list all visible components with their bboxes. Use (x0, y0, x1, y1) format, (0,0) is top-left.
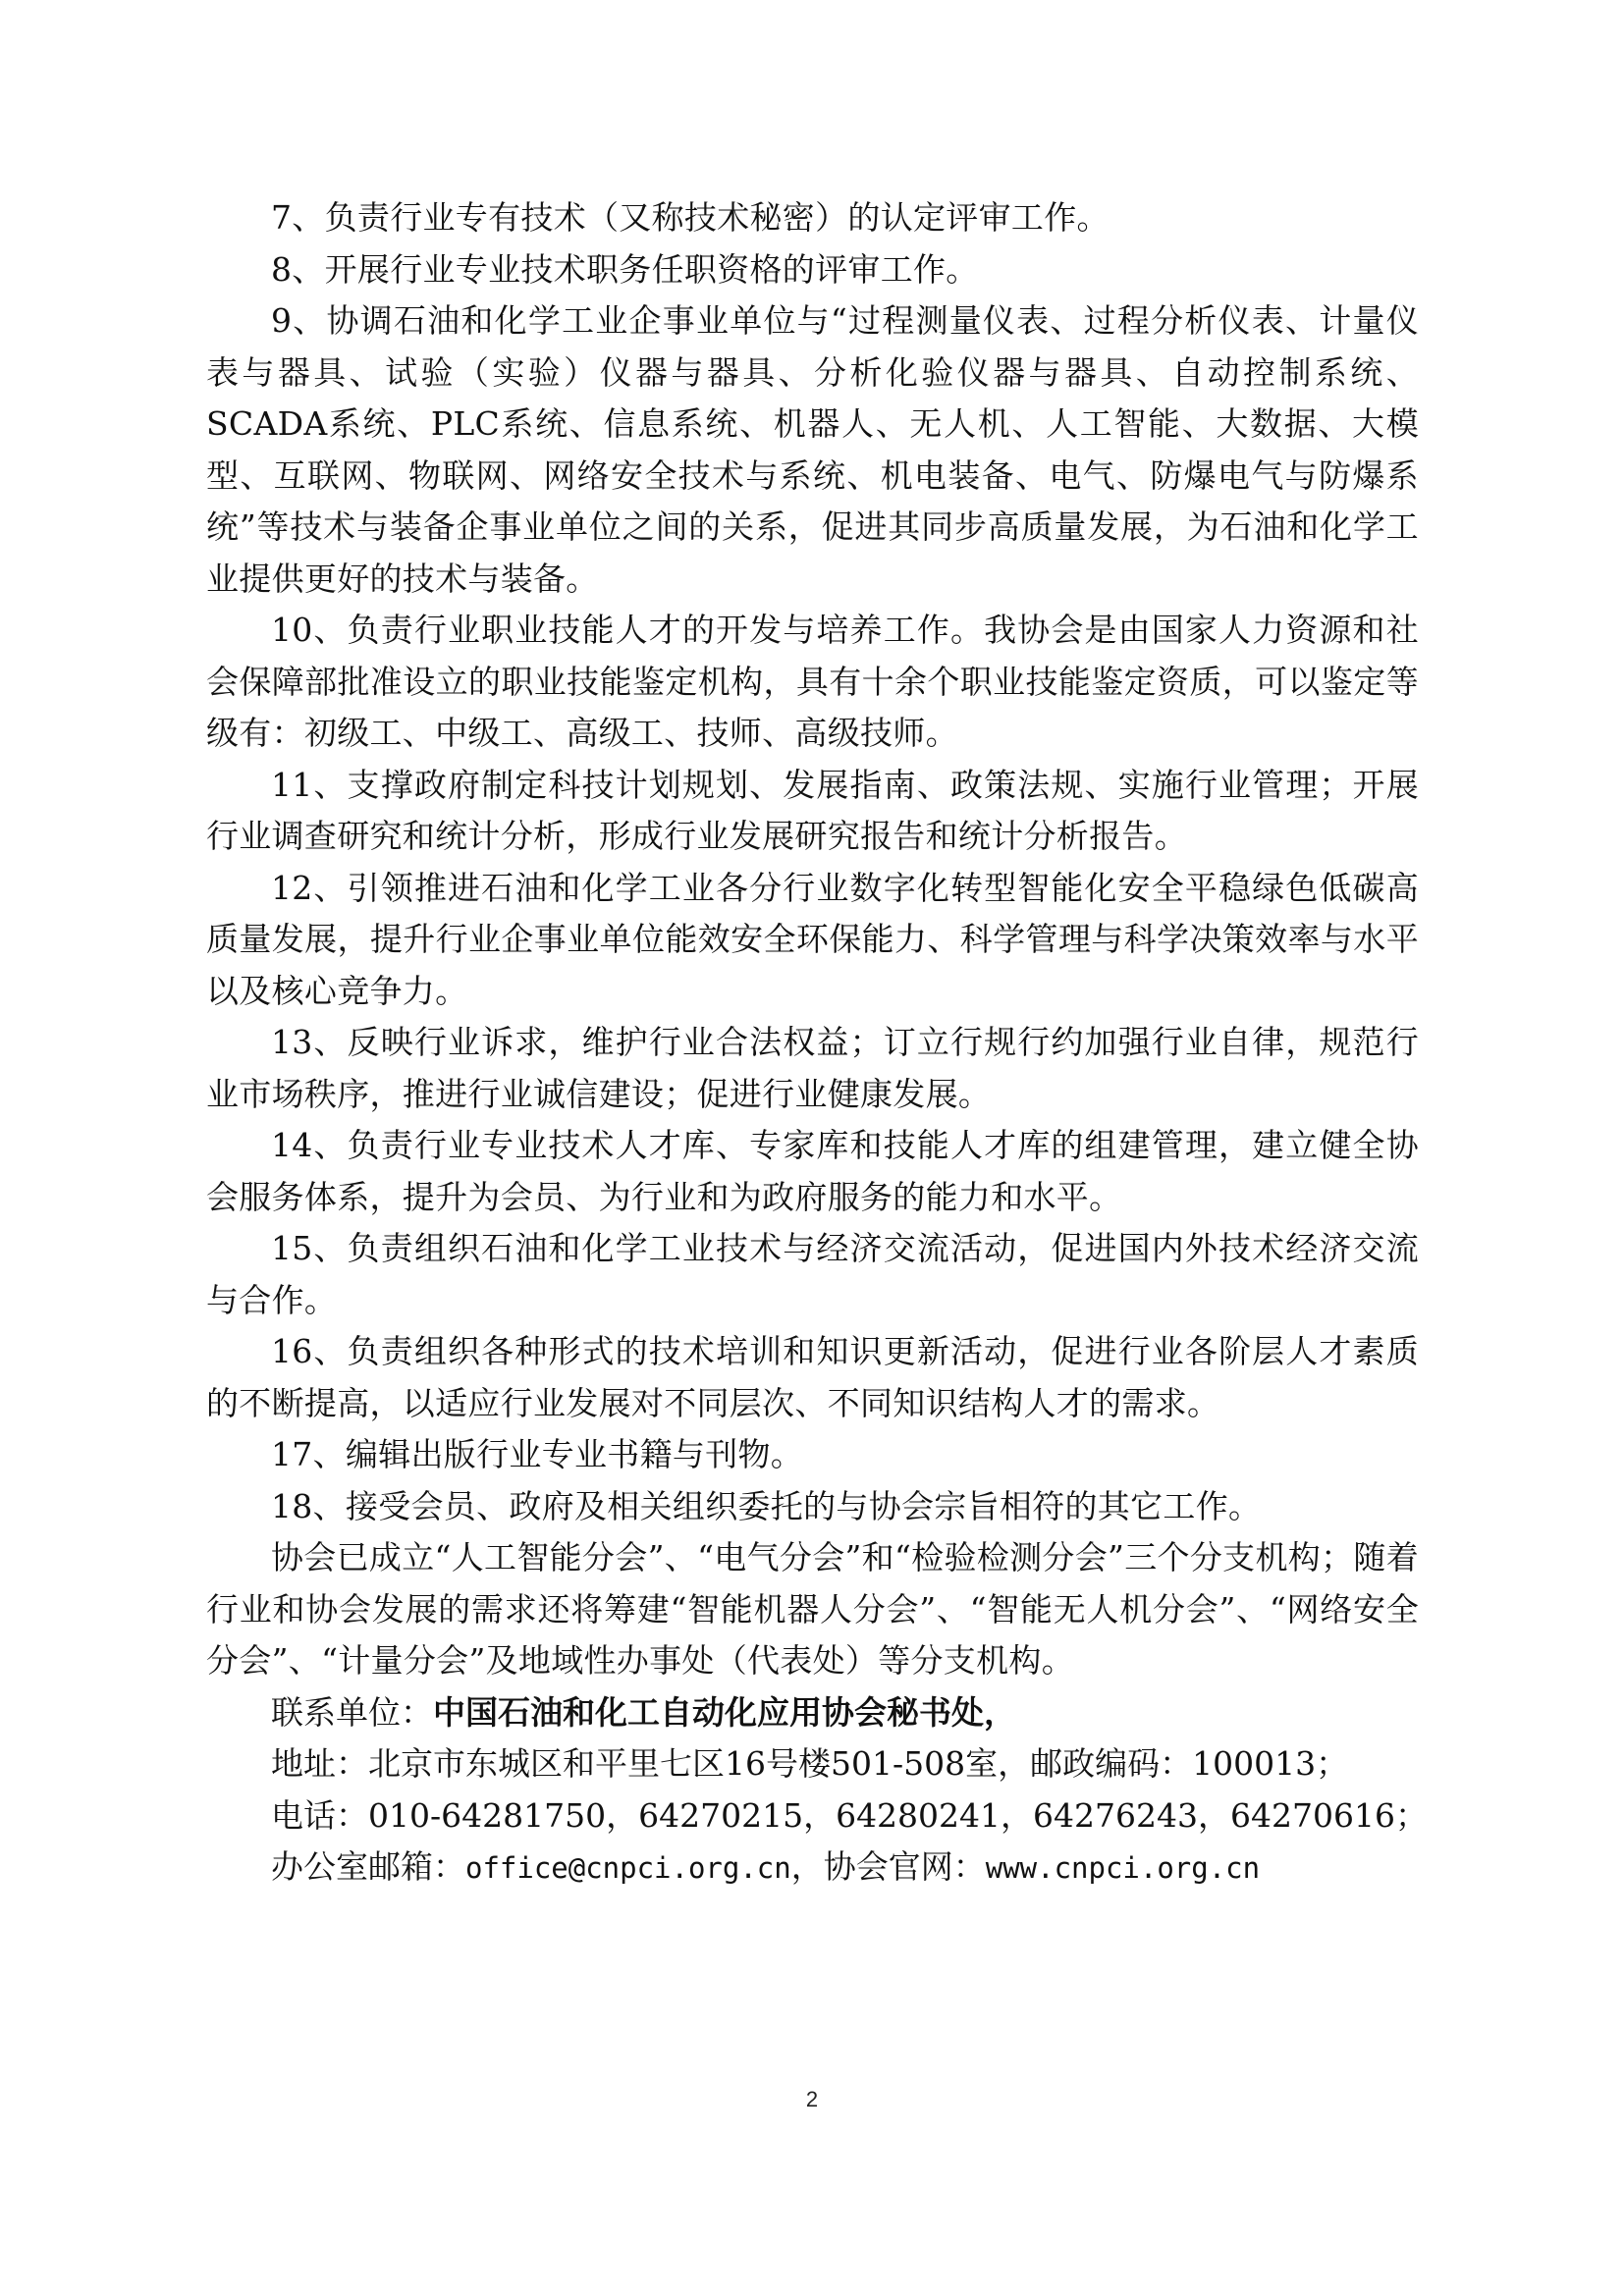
contact-email-label: 办公室邮箱： (271, 1847, 465, 1886)
contact-email-line (206, 1842, 1419, 1895)
contact-unit-label: 联系单位： (271, 1692, 433, 1732)
contact-unit-line (206, 1687, 1419, 1739)
item-15: 15、负责组织石油和化学工业技术与经济交流活动，促进国内外技术经济交流与合作。 (206, 1229, 1419, 1319)
item-13: 13、反映行业诉求，维护行业合法权益；订立行规行约加强行业自律，规范行业市场秩序，推进行业诚信建设；促进行业健康发展。 (206, 1023, 1419, 1113)
contact-phone-value: 010-64281750，64270215，64280241，64276243，64270616； (368, 1795, 1428, 1835)
contact-address-value: 北京市东城区和平里七区16号楼501-508室，邮政编码：100013； (368, 1744, 1349, 1783)
document-body (206, 192, 1428, 1895)
page-number: 2 (805, 2087, 819, 2111)
contact-phone-label: 电话： (271, 1795, 368, 1835)
item-11: 11、支撑政府制定科技计划规划、发展指南、政策法规、实施行业管理；开展行业调查研究和统计分析，形成行业发展研究报告和统计分析报告。 (206, 765, 1419, 855)
item-8: 8、开展行业专业技术职务任职资格的评审工作。 (271, 249, 979, 289)
contact-phone-line (206, 1790, 1428, 1842)
contact-address-label: 地址： (271, 1744, 368, 1783)
item-16: 16、负责组织各种形式的技术培训和知识更新活动，促进行业各阶层人才素质的不断提高，以适应行业发展对不同层次、不同知识结构人才的需求。 (206, 1332, 1419, 1422)
item-10: 10、负责行业职业技能人才的开发与培养工作。我协会是由国家人力资源和社会保障部批准设立的职业技能鉴定机构，具有十余个职业技能鉴定资质，可以鉴定等级有：初级工、中级工、高级工、技师、高级技师。 (206, 611, 1419, 752)
item-9: 9、协调石油和化学工业企事业单位与“过程测量仪表、过程分析仪表、计量仪表与器具、试验（实验）仪器与器具、分析化验仪器与器具、自动控制系统、SCADA系统、PLC系统、信息系统、机器人、无人机、人工智能、大数据、大模型、互联网、物联网、网络安全技术与系统、机电装备、电气、防爆电气与防爆系统”等技术与装备企事业单位之间的关系，促进其同步高质量发展，为石油和化学工业提供更好的技术与装备。 (206, 301, 1419, 598)
contact-address-line (206, 1738, 1419, 1790)
item-14: 14、负责行业专业技术人才库、专家库和技能人才库的组建管理，建立健全协会服务体系，提升为会员、为行业和为政府服务的能力和水平。 (206, 1126, 1419, 1216)
item-7: 7、负责行业专有技术（又称技术秘密）的认定评审工作。 (271, 198, 1110, 237)
contact-website-label: ，协会官网： (790, 1847, 986, 1886)
item-18: 18、接受会员、政府及相关组织委托的与协会宗旨相符的其它工作。 (271, 1486, 1262, 1525)
branches-paragraph: 协会已成立“人工智能分会”、“电气分会”和“检验检测分会”三个分支机构；随着行业和协会发展的需求还将筹建“智能机器人分会”、“智能无人机分会”、“网络安全分会”、“计量分会”及地域性办事处（代表处）等分支机构。 (206, 1538, 1419, 1680)
item-17: 17、编辑出版行业专业书籍与刊物。 (271, 1435, 804, 1473)
contact-unit-value: 中国石油和化工自动化应用协会秘书处， (433, 1692, 1016, 1732)
contact-email-link[interactable]: office@cnpci.org.cn (465, 1851, 791, 1885)
item-12: 12、引领推进石油和化学工业各分行业数字化转型智能化安全平稳绿色低碳高质量发展，提升行业企事业单位能效安全环保能力、科学管理与科学决策效率与水平以及核心竞争力。 (206, 868, 1419, 1010)
contact-website-link[interactable]: www.cnpci.org.cn (985, 1851, 1261, 1885)
